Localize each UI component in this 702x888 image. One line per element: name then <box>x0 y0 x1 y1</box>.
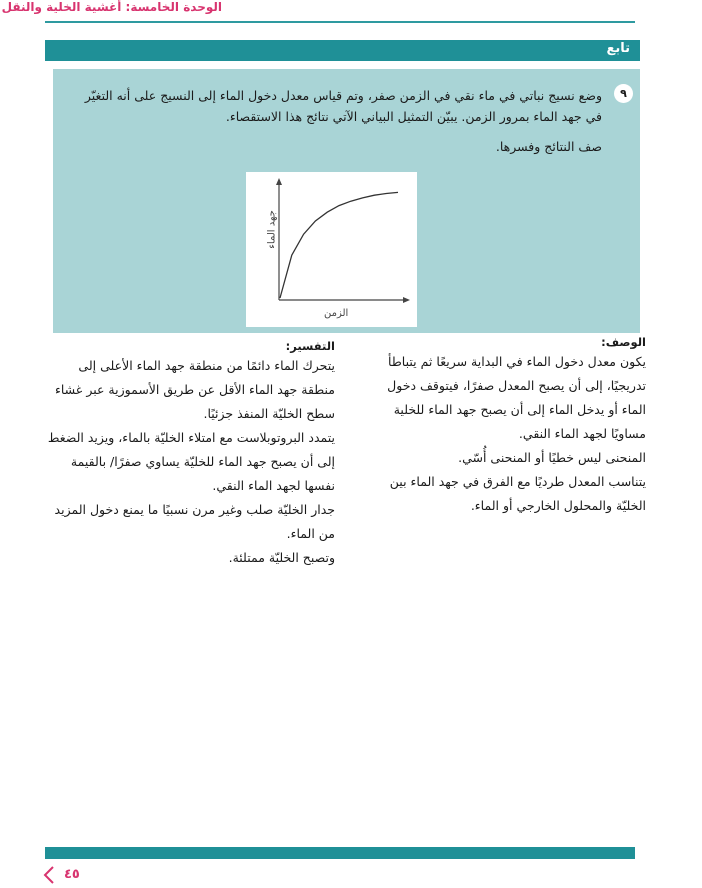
interpretation-paragraph: يتمدد البروتوبلاست مع امتلاء الخليّة بالماء، ويزيد الضغط إلى أن يصبح جهد الماء للخليّة يساوي صفرًا/ بالقيمة نفسها لجهد الماء النقي. <box>47 430 335 493</box>
description-paragraph: يكون معدل دخول الماء في البداية سريعًا ثم يتباطأ تدريجيًا، إلى أن يصبح المعدل صفرًا، فيتوقف دخول الماء أو يدخل الماء إلى أن يصبح جهد الماء للخلية مساويًا لجهد الماء النقي. <box>387 354 646 441</box>
y-axis-label: جهد الماء <box>266 210 278 249</box>
question-text <box>82 85 602 157</box>
description-column <box>362 334 646 518</box>
interpretation-column <box>45 338 335 570</box>
water-potential-chart <box>246 172 417 327</box>
continued-label: تابع <box>606 41 630 56</box>
chevron-left-icon[interactable] <box>42 865 56 885</box>
footer-bar <box>45 847 635 859</box>
interpretation-heading: التفسير: <box>285 339 335 353</box>
x-axis-label: الزمن <box>324 308 349 319</box>
question-box <box>53 69 640 333</box>
description-paragraph: المنحنى ليس خطيًا أو المنحنى أُسّي. <box>458 450 646 465</box>
description-paragraph: يتناسب المعدل طرديًا مع الفرق في جهد الماء بين الخليّة والمحلول الخارجي أو الماء. <box>389 474 646 513</box>
continued-bar <box>45 40 640 61</box>
series-line <box>280 192 398 298</box>
interpretation-paragraph: وتصبح الخليّة ممتلئة. <box>228 550 335 565</box>
question-prompt: صف النتائج وفسرها. <box>495 139 602 154</box>
x-axis-arrow <box>403 297 410 303</box>
question-number: ٩ <box>614 84 633 103</box>
header-divider <box>45 21 635 23</box>
question-line: في جهد الماء بمرور الزمن. يبيّن التمثيل البياني الآتي نتائج هذا الاستقصاء. <box>225 109 602 124</box>
interpretation-paragraph: يتحرك الماء دائمًا من منطقة جهد الماء الأعلى إلى منطقة جهد الماء الأقل عن طريق الأسموزية عبر غشاء سطح الخليّة المنفذ جزئيًا. <box>54 358 335 421</box>
page-number: ٤٥ <box>64 867 80 882</box>
y-axis-arrow <box>276 178 282 185</box>
question-line: وضع نسيج نباتي في ماء نقي في الزمن صفر، وتم قياس معدل دخول الماء إلى النسيج على أنه التغيّر <box>84 88 602 103</box>
unit-title: الوحدة الخامسة: أغشية الخلية والنقل <box>1 0 222 14</box>
interpretation-paragraph: جدار الخليّة صلب وغير مرن نسبيًا ما يمنع دخول المزيد من الماء. <box>54 502 335 541</box>
description-heading: الوصف: <box>601 335 646 349</box>
